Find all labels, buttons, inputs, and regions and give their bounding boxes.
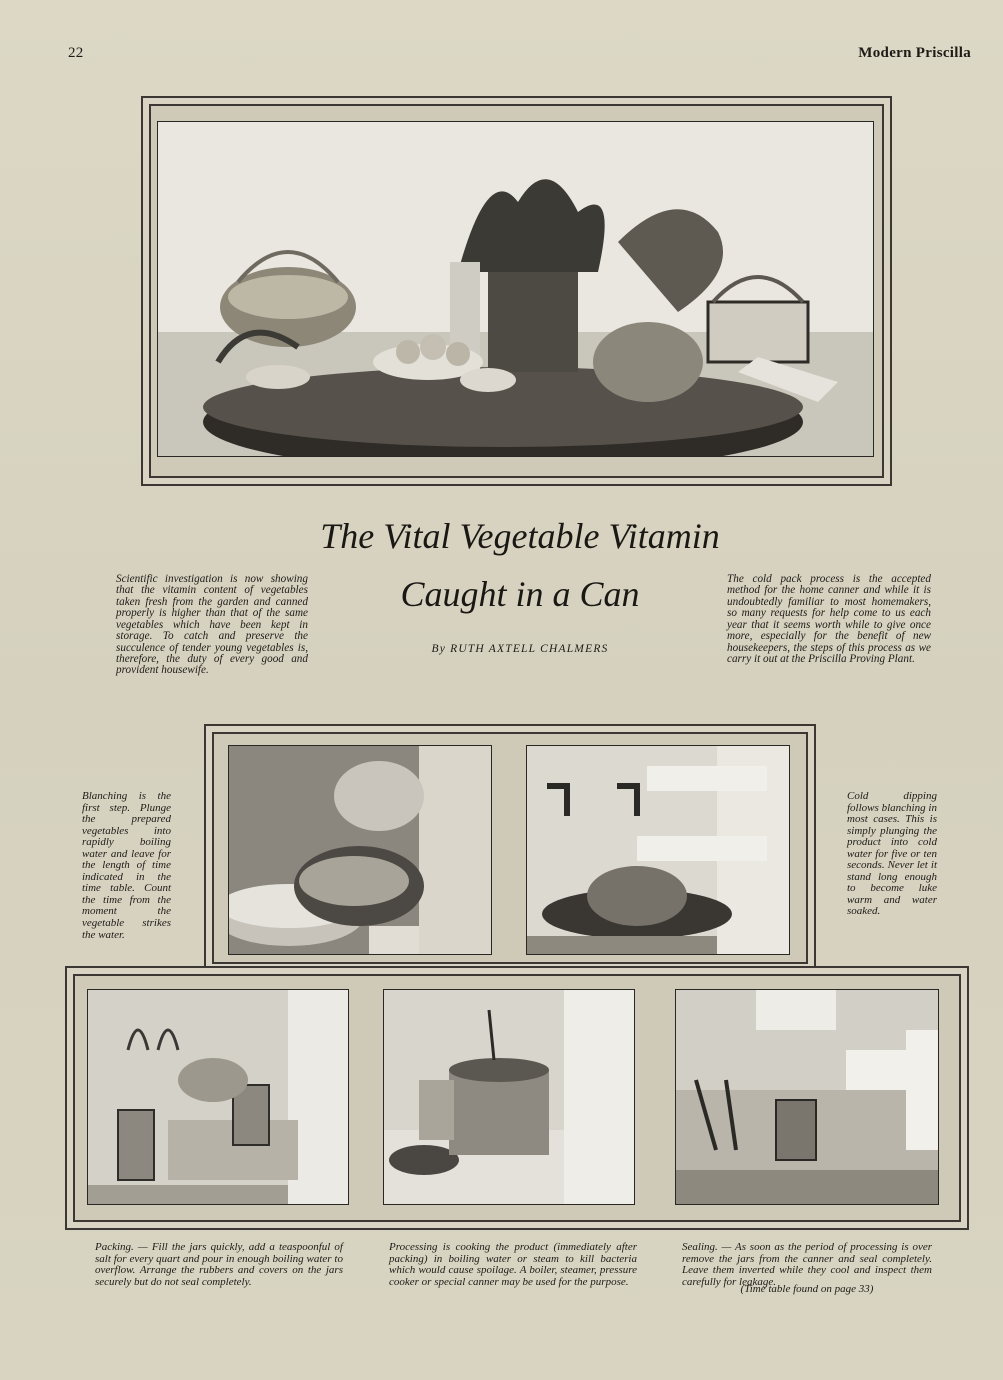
byline: By RUTH AXTELL CHALMERS — [431, 643, 609, 655]
packing-caption: Packing. — Fill the jars quickly, add a teaspoonful of salt for every quart and pour in enough boiling water to overflow. Arrange the rubbers and covers on the jars securely but do not seal completely. — [95, 1241, 343, 1288]
cold-dipping-caption: Cold dipping follows blanching in most cases. This is simply plunging the product into cold water for five or ten seconds. Never let it stand long enough to become luke warm and water soaked. — [847, 790, 937, 918]
processing-caption: Processing is cooking the product (immediately after packing) in boiling water or steam to kill bacteria which would cause spoilage. A boiler, steamer, pressure cooker or special canner may be used for the purpose. — [389, 1241, 637, 1288]
cold-dipping-photo — [526, 745, 790, 955]
intro-right-column: The cold pack process is the accepted method for the home canner and while it is undoubtedly familiar to most homemakers, so many requests for help come to us each year that it seems worth while to give once more, especially for the benefit of new housekeepers, the steps of this process as we carry it out at the Priscilla Proving Plant. — [727, 573, 931, 665]
intro-left-column: Scientific investigation is now showing that the vitamin content of vegetables taken fresh from the garden and canned properly is higher than that of the same vegetables which have been kept in storage. To catch and preserve the succulence of tender young vegetables is, therefore, the duty of every good and provident housewife. — [116, 573, 308, 677]
article-title-line1: The Vital Vegetable Vitamin — [320, 516, 720, 556]
sealing-photo — [675, 989, 939, 1205]
sealing-caption: Sealing. — As soon as the period of processing is over remove the jars from the canner and seal completely. Leave them inverted while they cool and inspect them carefully for leakage. — [682, 1241, 932, 1288]
article-title-line2: Caught in a Can — [400, 574, 640, 614]
blanching-caption: Blanching is the first step. Plunge the prepared vegetables into rapidly boiling water and leave for the length of time indicated in the time table. Count the time from the moment the vegetable strikes the water. — [82, 790, 171, 941]
blanching-photo — [228, 745, 492, 955]
magazine-name: Modern Priscilla — [858, 45, 971, 61]
time-table-note: (Time table found on page 33) — [740, 1283, 874, 1295]
processing-photo — [383, 989, 635, 1205]
page-number: 22 — [68, 45, 84, 61]
vegetables-still-life-photo — [157, 121, 874, 457]
hero-photo-frame — [141, 96, 892, 486]
packing-photo — [87, 989, 349, 1205]
